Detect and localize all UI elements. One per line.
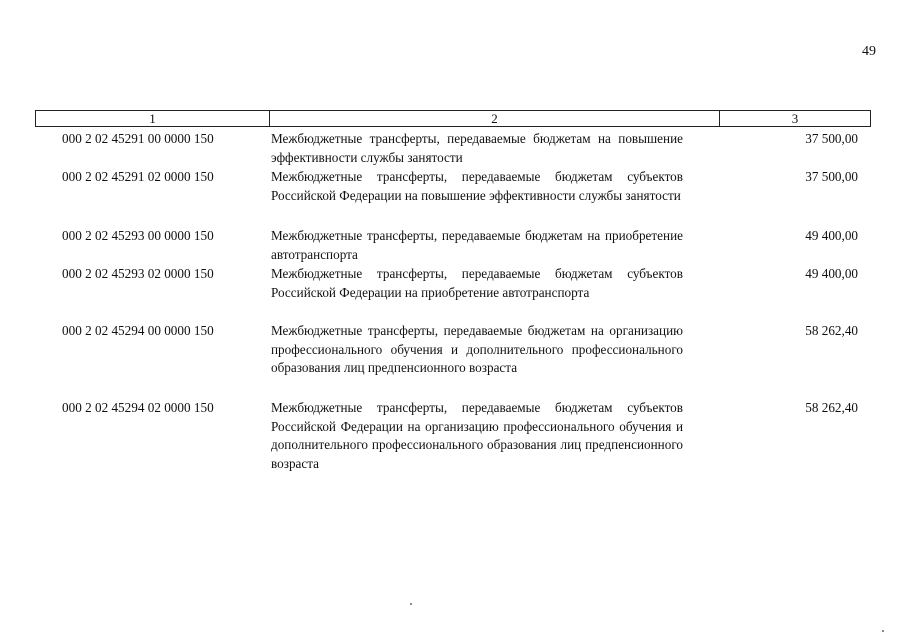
row-code: 000 2 02 45293 00 0000 150 bbox=[62, 228, 214, 243]
header-cell-description: 2 bbox=[270, 111, 720, 126]
row-amount: 49 400,00 bbox=[805, 228, 858, 243]
row-description: Межбюджетные трансферты, передаваемые бюджетам субъектов Российской Федерации на организацию профессионального обучения и дополнительного профессионального образования лиц предпенсионного возраста bbox=[271, 400, 683, 471]
row-amount: 37 500,00 bbox=[805, 169, 858, 184]
row-description: Межбюджетные трансферты, передаваемые бюджетам на приобретение автотранспорта bbox=[271, 228, 683, 262]
row-amount: 58 262,40 bbox=[805, 400, 858, 415]
row-description: Межбюджетные трансферты, передаваемые бюджетам субъектов Российской Федерации на приобретение автотранспорта bbox=[271, 266, 683, 300]
row-amount: 37 500,00 bbox=[805, 131, 858, 146]
row-code: 000 2 02 45291 00 0000 150 bbox=[62, 131, 214, 146]
row-description: Межбюджетные трансферты, передаваемые бюджетам на повышение эффективности службы занятости bbox=[271, 131, 683, 165]
table-header-row bbox=[35, 110, 871, 127]
scan-speck bbox=[410, 603, 412, 605]
header-cell-amount: 3 bbox=[791, 111, 799, 126]
row-code: 000 2 02 45294 00 0000 150 bbox=[62, 323, 214, 338]
row-code: 000 2 02 45293 02 0000 150 bbox=[62, 266, 214, 281]
row-amount: 49 400,00 bbox=[805, 266, 858, 281]
header-cell-code: 1 bbox=[36, 111, 270, 126]
page-number: 49 bbox=[862, 44, 876, 59]
row-amount: 58 262,40 bbox=[805, 323, 858, 338]
row-code: 000 2 02 45294 02 0000 150 bbox=[62, 400, 214, 415]
scan-speck bbox=[882, 630, 884, 632]
row-description: Межбюджетные трансферты, передаваемые бюджетам субъектов Российской Федерации на повышение эффективности службы занятости bbox=[271, 169, 683, 203]
row-description: Межбюджетные трансферты, передаваемые бюджетам на организацию профессионального обучения и дополнительного профессионального образования лиц предпенсионного возраста bbox=[271, 323, 683, 376]
row-code: 000 2 02 45291 02 0000 150 bbox=[62, 169, 214, 184]
